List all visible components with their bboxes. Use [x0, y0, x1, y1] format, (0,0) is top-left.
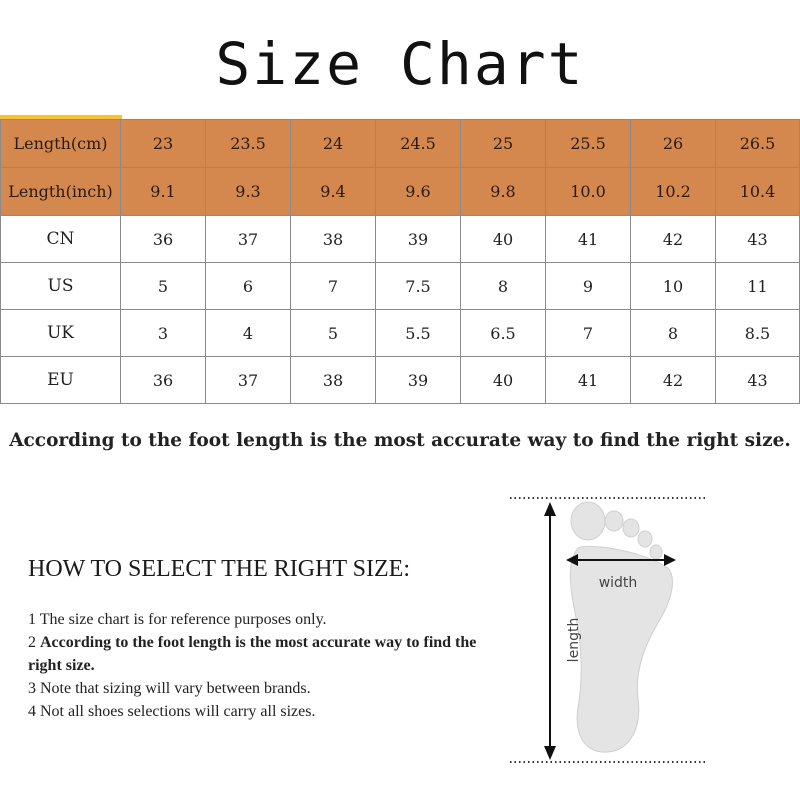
tip-text: Not all shoes selections will carry all sizes. — [40, 703, 316, 720]
size-cell: 5 — [291, 310, 376, 357]
size-cell: 9.4 — [291, 168, 376, 216]
size-row — [1, 263, 800, 310]
accuracy-note: According to the foot length is the most accurate way to find the right size. — [9, 430, 791, 451]
howto-heading: HOW TO SELECT THE RIGHT SIZE: — [28, 556, 411, 582]
width-label: width — [598, 575, 638, 591]
size-cell: 9.3 — [206, 168, 291, 216]
size-cell: 26 — [631, 120, 716, 168]
size-cell: 7 — [291, 263, 376, 310]
tip-text: Note that sizing will vary between brands. — [40, 680, 311, 697]
size-row — [1, 357, 800, 404]
row-label: EU — [1, 357, 121, 404]
size-cell: 5.5 — [376, 310, 461, 357]
size-cell: 36 — [121, 357, 206, 404]
size-cell: 40 — [461, 216, 546, 263]
size-cell: 4 — [206, 310, 291, 357]
tip-text: According to the foot length is the most accurate way to find the right size. — [28, 634, 477, 674]
size-cell: 10.0 — [546, 168, 631, 216]
size-cell: 37 — [206, 357, 291, 404]
size-cell: 23 — [121, 120, 206, 168]
size-cell: 9.8 — [461, 168, 546, 216]
size-cell: 6 — [206, 263, 291, 310]
size-cell: 8 — [631, 310, 716, 357]
size-cell: 26.5 — [716, 120, 800, 168]
size-cell: 40 — [461, 357, 546, 404]
size-cell: 43 — [716, 357, 800, 404]
size-cell: 25.5 — [546, 120, 631, 168]
size-cell: 9.6 — [376, 168, 461, 216]
size-cell: 25 — [461, 120, 546, 168]
row-label: CN — [1, 216, 121, 263]
size-cell: 23.5 — [206, 120, 291, 168]
tip-number: 2 — [28, 634, 36, 651]
size-cell: 38 — [291, 357, 376, 404]
size-cell: 10.4 — [716, 168, 800, 216]
row-label: Length(cm) — [1, 120, 121, 168]
size-cell: 36 — [121, 216, 206, 263]
size-cell: 39 — [376, 357, 461, 404]
length-arrow — [544, 502, 556, 760]
size-cell: 5 — [121, 263, 206, 310]
row-label: UK — [1, 310, 121, 357]
tips-list — [28, 608, 488, 723]
page-title: Size Chart — [215, 30, 585, 98]
size-cell: 38 — [291, 216, 376, 263]
size-cell: 8.5 — [716, 310, 800, 357]
size-cell: 41 — [546, 216, 631, 263]
tip-text: The size chart is for reference purposes only. — [39, 611, 327, 628]
size-cell: 42 — [631, 216, 716, 263]
size-cell: 41 — [546, 357, 631, 404]
size-row — [1, 120, 800, 168]
size-cell: 24.5 — [376, 120, 461, 168]
tip-number: 1 — [28, 611, 36, 628]
tip-item — [28, 631, 488, 677]
size-cell: 7 — [546, 310, 631, 357]
size-cell: 9.1 — [121, 168, 206, 216]
size-cell: 37 — [206, 216, 291, 263]
size-cell: 24 — [291, 120, 376, 168]
size-cell: 39 — [376, 216, 461, 263]
tip-item — [28, 677, 488, 700]
size-row — [1, 216, 800, 263]
size-cell: 10 — [631, 263, 716, 310]
tip-number: 3 — [28, 680, 36, 697]
tip-number: 4 — [28, 703, 36, 720]
row-label: US — [1, 263, 121, 310]
size-table — [0, 119, 800, 404]
foot-outline-icon — [570, 502, 672, 752]
size-cell: 42 — [631, 357, 716, 404]
size-cell: 8 — [461, 263, 546, 310]
row-label: Length(inch) — [1, 168, 121, 216]
size-cell: 7.5 — [376, 263, 461, 310]
length-label: length — [566, 617, 582, 663]
size-row — [1, 310, 800, 357]
tip-item — [28, 700, 488, 723]
tip-item — [28, 608, 488, 631]
size-cell: 10.2 — [631, 168, 716, 216]
size-row — [1, 168, 800, 216]
size-cell: 9 — [546, 263, 631, 310]
foot-measurement-diagram — [500, 488, 720, 778]
size-cell: 6.5 — [461, 310, 546, 357]
size-cell: 43 — [716, 216, 800, 263]
size-cell: 11 — [716, 263, 800, 310]
size-cell: 3 — [121, 310, 206, 357]
